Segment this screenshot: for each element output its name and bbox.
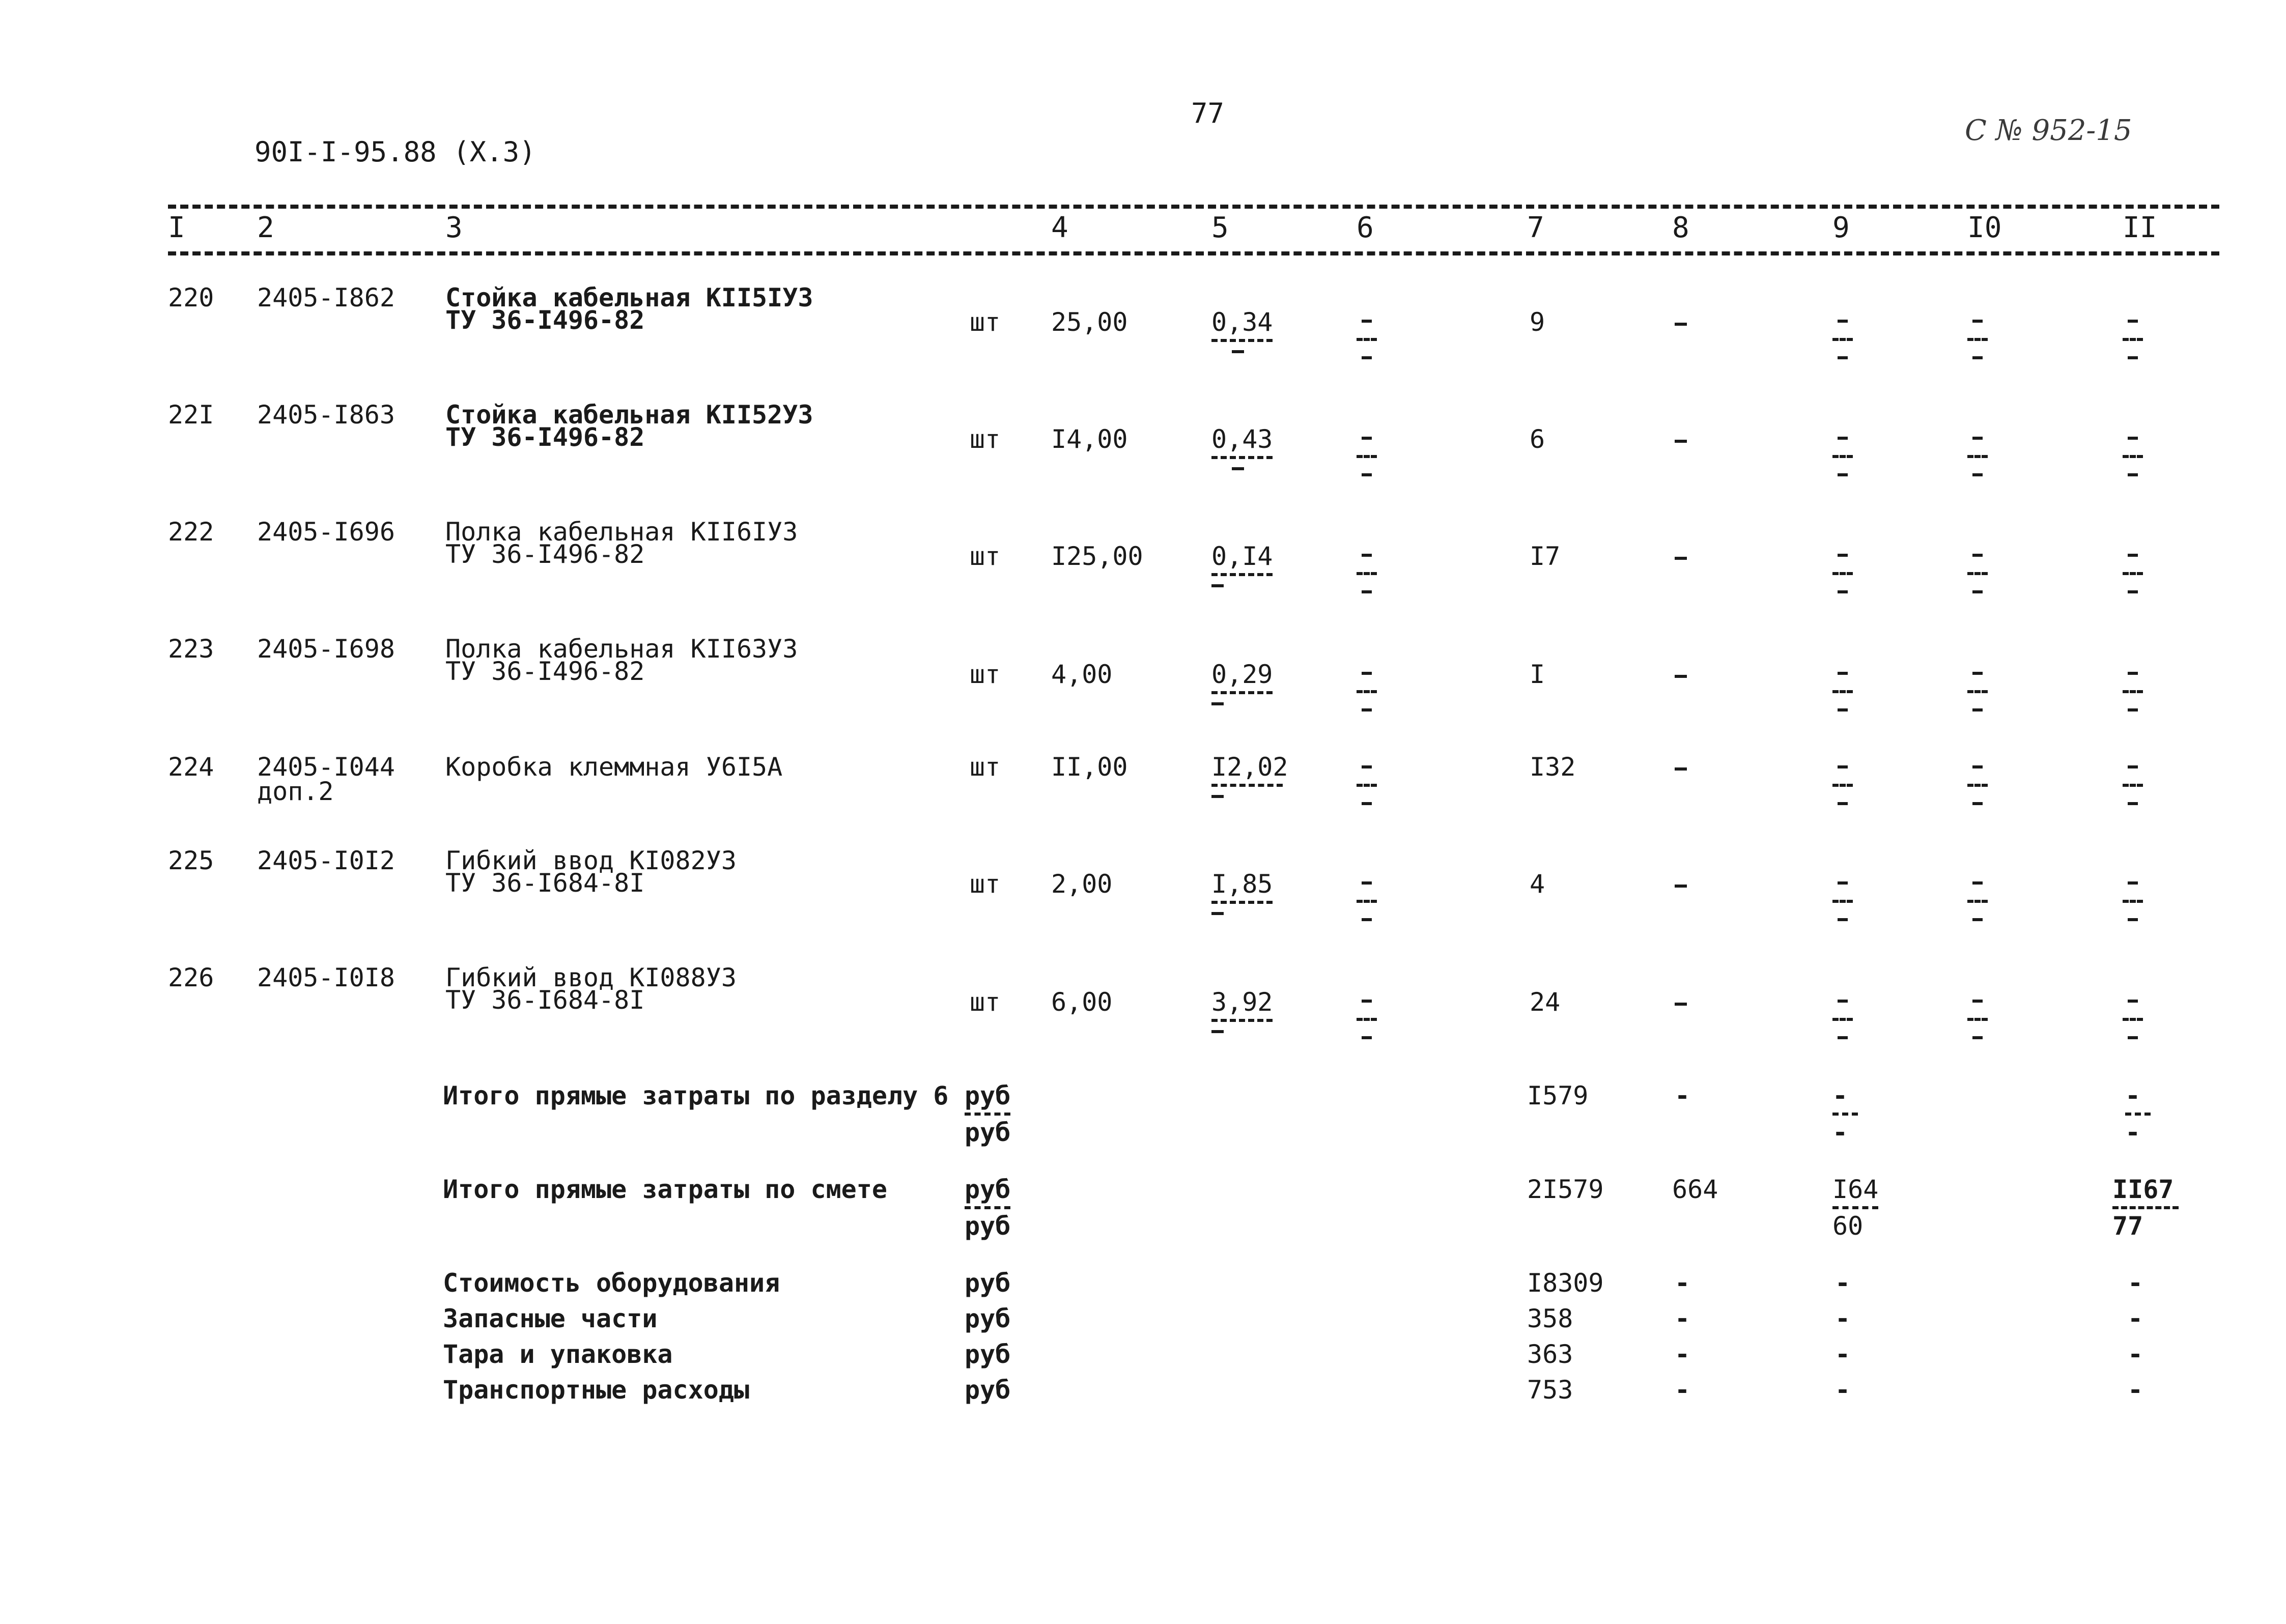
- col6-dashes: [1357, 765, 1377, 805]
- col9-dashes: [1832, 437, 1853, 476]
- dash-mark: [1232, 350, 1244, 353]
- row-code: 2405-I862: [257, 283, 395, 312]
- cost-label: Тара и упаковка: [443, 1340, 673, 1369]
- col9-dashes: [1832, 1000, 1853, 1039]
- row-spec: ТУ 36-I496-82: [445, 539, 645, 569]
- col6-dashes: [1357, 437, 1377, 476]
- row-number: 22I: [168, 400, 214, 430]
- row-total: I: [1530, 660, 1545, 689]
- row-code: 2405-I698: [257, 634, 395, 664]
- row-spec: ТУ 36-I496-82: [445, 657, 645, 686]
- col11-dashes: [2123, 554, 2143, 593]
- row-unit-price: [1211, 544, 1273, 583]
- summary-col9: [1832, 1083, 1858, 1145]
- col11-top: -: [2125, 1081, 2141, 1110]
- col11-dashes: [2123, 1000, 2143, 1039]
- header-rule-top: [168, 205, 2219, 209]
- cost-label: Стоимость оборудования: [443, 1268, 780, 1298]
- row-quantity: 4,00: [1051, 660, 1113, 689]
- col8-dash: [1675, 767, 1687, 771]
- row-unit: шт: [970, 752, 1001, 782]
- row-name: Полка кабельная КII6IУ3: [445, 517, 798, 547]
- row-number: 222: [168, 517, 214, 547]
- summary-col7: 2I579: [1527, 1175, 1604, 1204]
- col9-dashes: [1832, 765, 1853, 805]
- col9-top: -: [1832, 1081, 1848, 1110]
- col11-dashes: [2123, 437, 2143, 476]
- col11-dashes: [2123, 765, 2143, 805]
- col8-dash: [1675, 1003, 1687, 1006]
- unit-top: руб: [965, 1175, 1011, 1204]
- cost-col7: I8309: [1527, 1268, 1604, 1298]
- cost-col9: -: [1835, 1375, 1851, 1405]
- col-header-9: 9: [1832, 211, 1850, 244]
- price-value: I2,02: [1211, 752, 1288, 782]
- cost-col9: -: [1835, 1340, 1851, 1369]
- cost-unit: руб: [965, 1340, 1011, 1369]
- col-header-1: I: [168, 211, 185, 244]
- row-unit: шт: [970, 660, 1001, 689]
- col9-bottom: -: [1832, 1118, 1848, 1147]
- col6-dashes: [1357, 554, 1377, 593]
- row-number: 226: [168, 963, 214, 992]
- row-unit-price: [1211, 989, 1273, 1029]
- cost-col11: -: [2128, 1375, 2143, 1405]
- row-code: 2405-I863: [257, 400, 395, 430]
- row-unit-price: [1211, 752, 1288, 794]
- summary-label: Итого прямые затраты по разделу 6: [443, 1081, 949, 1110]
- col9-dashes: [1832, 320, 1853, 359]
- row-total: I32: [1530, 752, 1576, 782]
- row-name: Стойка кабельная КII5IУ3: [445, 283, 813, 312]
- row-code: 2405-I0I2: [257, 846, 395, 875]
- row-total: 4: [1530, 869, 1545, 899]
- col11-dashes: [2123, 320, 2143, 359]
- dash-mark: [1211, 912, 1224, 915]
- col6-dashes: [1357, 1000, 1377, 1039]
- col-header-4: 4: [1051, 211, 1068, 244]
- col-header-7: 7: [1527, 211, 1544, 244]
- row-quantity: I25,00: [1051, 542, 1143, 571]
- row-unit-price: [1211, 662, 1273, 701]
- row-total: 9: [1530, 307, 1545, 337]
- cost-col8: -: [1675, 1268, 1690, 1298]
- row-name: Коробка клеммная У6I5А: [445, 752, 783, 782]
- col-header-8: 8: [1672, 211, 1689, 244]
- row-total: 6: [1530, 424, 1545, 454]
- row-total: I7: [1530, 542, 1561, 571]
- row-code: 2405-I0I8: [257, 963, 395, 992]
- summary-unit: [965, 1177, 1010, 1239]
- row-unit: шт: [970, 307, 1001, 337]
- summary-col8: 664: [1672, 1175, 1718, 1204]
- cost-col7: 363: [1527, 1340, 1573, 1369]
- col-header-2: 2: [257, 211, 274, 244]
- col10-dashes: [1967, 881, 1988, 921]
- col11-bottom: -: [2125, 1118, 2141, 1147]
- cost-col8: -: [1675, 1304, 1690, 1333]
- col11-dashes: [2123, 881, 2143, 921]
- price-value: 0,29: [1211, 660, 1273, 689]
- col8-dash: [1675, 323, 1687, 326]
- col6-dashes: [1357, 881, 1377, 921]
- header-rule-bottom: [168, 251, 2219, 255]
- summary-label: Итого прямые затраты по смете: [443, 1175, 887, 1204]
- summary-col7: I579: [1527, 1081, 1589, 1110]
- col9-bottom: 60: [1832, 1211, 1864, 1241]
- cost-col8: -: [1675, 1340, 1690, 1369]
- price-value: I,85: [1211, 869, 1273, 899]
- col8-dash: [1675, 885, 1687, 888]
- dash-mark: [1211, 584, 1224, 587]
- col10-dashes: [1967, 437, 1988, 476]
- cost-label: Транспортные расходы: [443, 1375, 750, 1405]
- col8-dash: [1675, 440, 1687, 443]
- row-unit: шт: [970, 987, 1001, 1017]
- dash-mark: [1211, 1030, 1224, 1033]
- col10-dashes: [1967, 320, 1988, 359]
- summary-col11: [2112, 1177, 2179, 1239]
- cost-col11: -: [2128, 1268, 2143, 1298]
- summary-unit: [965, 1083, 1010, 1145]
- cost-unit: руб: [965, 1304, 1011, 1333]
- cost-col7: 753: [1527, 1375, 1573, 1405]
- row-spec: ТУ 36-I684-8I: [445, 985, 645, 1015]
- col9-dashes: [1832, 554, 1853, 593]
- cost-unit: руб: [965, 1268, 1011, 1298]
- col10-dashes: [1967, 765, 1988, 805]
- col-header-10: I0: [1967, 211, 2002, 244]
- cost-unit: руб: [965, 1375, 1011, 1405]
- row-unit-price: [1211, 309, 1273, 349]
- col6-dashes: [1357, 672, 1377, 711]
- price-value: 0,43: [1211, 424, 1273, 454]
- row-spec: ТУ 36-I496-82: [445, 305, 645, 335]
- row-name: Полка кабельная КII63У3: [445, 634, 798, 664]
- summary-col9: [1832, 1177, 1878, 1239]
- cost-col7: 358: [1527, 1304, 1573, 1333]
- document-code: 90I-I-95.88 (X.3): [255, 136, 536, 168]
- col9-top: I64: [1832, 1175, 1879, 1204]
- col6-dashes: [1357, 320, 1377, 359]
- row-spec: ТУ 36-I496-82: [445, 422, 645, 452]
- row-unit-price: [1211, 871, 1273, 911]
- col10-dashes: [1967, 1000, 1988, 1039]
- price-value: 0,34: [1211, 307, 1273, 337]
- price-value: 3,92: [1211, 987, 1273, 1017]
- row-total: 24: [1530, 987, 1561, 1017]
- row-code: 2405-I696: [257, 517, 395, 547]
- row-number: 225: [168, 846, 214, 875]
- unit-bottom: руб: [965, 1118, 1011, 1147]
- col8-dash: [1675, 557, 1687, 560]
- row-unit-price: [1211, 426, 1273, 466]
- cost-col8: -: [1675, 1375, 1690, 1405]
- row-unit: шт: [970, 542, 1001, 571]
- col-header-5: 5: [1211, 211, 1229, 244]
- row-name: Стойка кабельная КII52У3: [445, 400, 813, 430]
- col-header-6: 6: [1357, 211, 1374, 244]
- row-number: 220: [168, 283, 214, 312]
- row-code-note: доп.2: [257, 777, 334, 806]
- cost-col9: -: [1835, 1304, 1851, 1333]
- page-number: 77: [1191, 97, 1225, 129]
- col11-bottom: 77: [2112, 1211, 2143, 1241]
- col10-dashes: [1967, 554, 1988, 593]
- unit-bottom: руб: [965, 1211, 1011, 1241]
- unit-top: руб: [965, 1081, 1011, 1110]
- col9-dashes: [1832, 881, 1853, 921]
- row-spec: ТУ 36-I684-8I: [445, 868, 645, 898]
- dash-mark: [1232, 467, 1244, 470]
- row-quantity: I4,00: [1051, 424, 1128, 454]
- row-quantity: 25,00: [1051, 307, 1128, 337]
- cost-col9: -: [1835, 1268, 1851, 1298]
- row-quantity: 6,00: [1051, 987, 1113, 1017]
- col8-dash: [1675, 675, 1687, 678]
- col11-dashes: [2123, 672, 2143, 711]
- price-value: 0,I4: [1211, 542, 1273, 571]
- row-quantity: 2,00: [1051, 869, 1113, 899]
- dash-mark: [1211, 795, 1224, 798]
- archive-stamp: С № 952-15: [1965, 114, 2132, 147]
- cost-label: Запасные части: [443, 1304, 658, 1333]
- row-name: Гибкий ввод КI088У3: [445, 963, 737, 992]
- cost-col11: -: [2128, 1304, 2143, 1333]
- col9-dashes: [1832, 672, 1853, 711]
- row-unit: шт: [970, 424, 1001, 454]
- row-number: 224: [168, 752, 214, 782]
- row-quantity: II,00: [1051, 752, 1128, 782]
- row-name: Гибкий ввод КI082У3: [445, 846, 737, 875]
- col-header-11: II: [2123, 211, 2157, 244]
- row-code: 2405-I044: [257, 752, 395, 782]
- col10-dashes: [1967, 672, 1988, 711]
- summary-col8: -: [1675, 1081, 1690, 1110]
- dash-mark: [1211, 702, 1224, 705]
- summary-col11: [2125, 1083, 2151, 1145]
- row-unit: шт: [970, 869, 1001, 899]
- row-number: 223: [168, 634, 214, 664]
- col11-top: II67: [2112, 1175, 2174, 1204]
- cost-col11: -: [2128, 1340, 2143, 1369]
- col-header-3: 3: [445, 211, 463, 244]
